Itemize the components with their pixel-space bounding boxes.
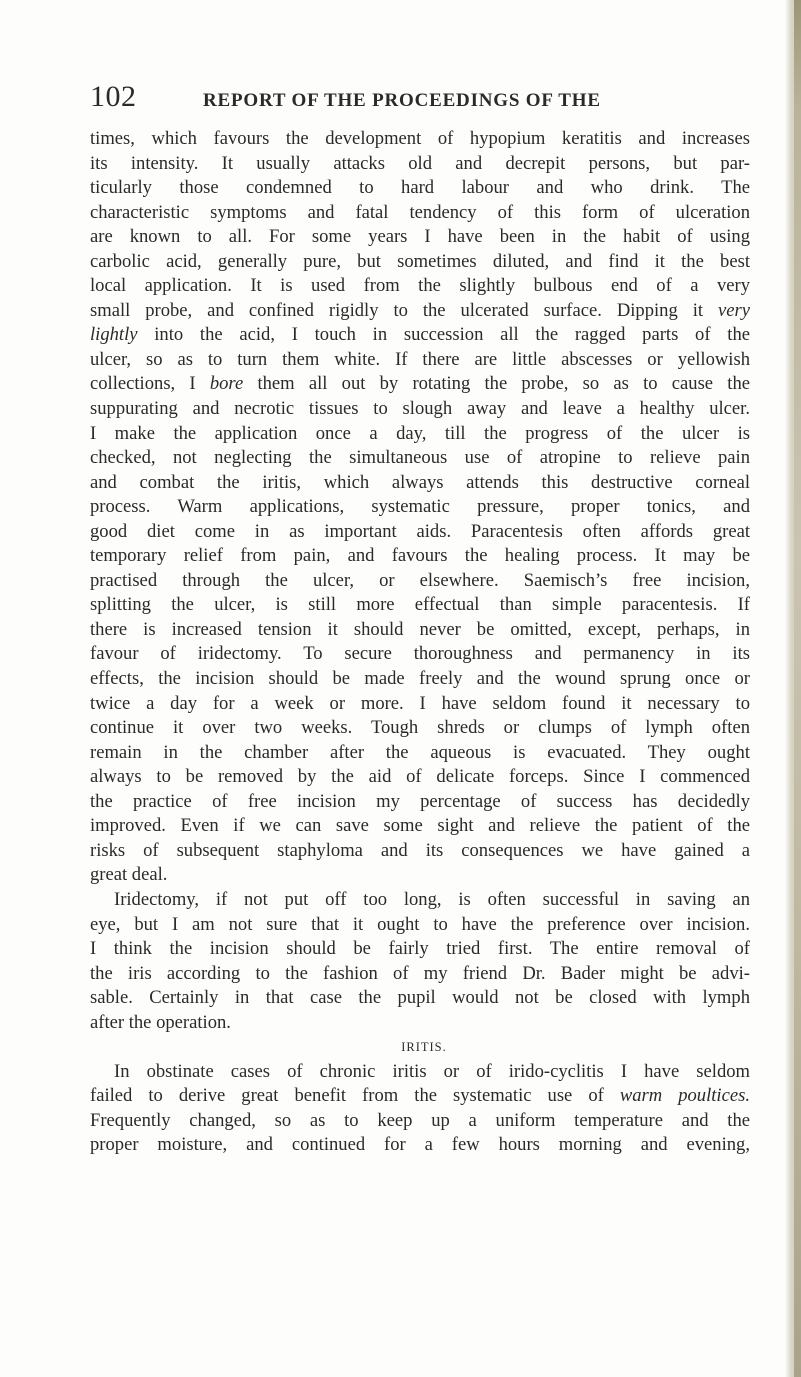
section-heading: IRITIS. bbox=[401, 1040, 447, 1055]
text-line: effects, the incision should be made freely and the wound sprung once or bbox=[90, 668, 750, 690]
italic-text: bore bbox=[209, 373, 244, 395]
page-edge bbox=[794, 0, 801, 1377]
text-line: ulcer, so as to turn them white. If there are little abscesses or yellowish bbox=[90, 348, 750, 370]
italic-text: lightly bbox=[90, 324, 138, 346]
text-line: are known to all. For some years I have been in the habit of using bbox=[90, 226, 750, 248]
text-line: risks of subsequent staphyloma and its consequences we have gained a bbox=[90, 839, 750, 861]
paragraph-start-line: Iridectomy, if not put off too long, is often successful in saving an bbox=[114, 888, 750, 910]
text-segment: them all out by rotating the probe, so as to cause the bbox=[243, 373, 750, 395]
text-line bbox=[90, 1084, 750, 1109]
page-number: 102 bbox=[90, 80, 137, 113]
text-line: favour of iridectomy. To secure thoroughness and permanency in its bbox=[90, 643, 750, 665]
text-line: I make the application once a day, till the progress of the ulcer is bbox=[90, 422, 750, 444]
text-line: continue it over two weeks. Tough shreds or clumps of lymph often bbox=[90, 717, 750, 739]
text-line: always to be removed by the aid of delicate forceps. Since I commenced bbox=[90, 766, 750, 788]
text-line: Frequently changed, so as to keep up a uniform temperature and the bbox=[90, 1109, 750, 1131]
text-line: I think the incision should be fairly tried first. The entire removal of bbox=[90, 938, 750, 960]
text-line: splitting the ulcer, is still more effectual than simple paracentesis. If bbox=[90, 594, 750, 616]
text-line: characteristic symptoms and fatal tendency of this form of ulceration bbox=[90, 201, 750, 223]
text-line: great deal. bbox=[90, 864, 168, 886]
text-line: sable. Certainly in that case the pupil would not be closed with lymph bbox=[90, 987, 750, 1009]
text-line: eye, but I am not sure that it ought to have the preference over incision. bbox=[90, 913, 750, 935]
text-line: checked, not neglecting the simultaneous use of atropine to relieve pain bbox=[90, 447, 750, 469]
text-line bbox=[90, 372, 750, 397]
page-header bbox=[90, 82, 750, 122]
text-line bbox=[90, 323, 750, 348]
text-line: after the operation. bbox=[90, 1011, 231, 1033]
text-line: its intensity. It usually attacks old and decrepit persons, but par- bbox=[90, 152, 750, 174]
text-segment: failed to derive great benefit from the systematic use of bbox=[90, 1085, 620, 1107]
text-line: good diet come in as important aids. Paracentesis often affords great bbox=[90, 520, 750, 542]
text-line: remain in the chamber after the aqueous is evacuated. They ought bbox=[90, 741, 750, 763]
text-segment: into the acid, I touch in succession all the ragged parts of the bbox=[137, 324, 750, 346]
text-line: practised through the ulcer, or elsewhere. Saemisch’s free incision, bbox=[90, 569, 750, 591]
text-line: temporary relief from pain, and favours the healing process. It may be bbox=[90, 545, 750, 567]
text-line bbox=[90, 299, 750, 324]
italic-text: warm poultices. bbox=[619, 1085, 750, 1107]
text-line: there is increased tension it should never be omitted, except, perhaps, in bbox=[90, 618, 750, 640]
paragraph-start-line: In obstinate cases of chronic iritis or of irido-cyclitis I have seldom bbox=[114, 1060, 750, 1082]
text-line: the practice of free incision my percentage of success has decidedly bbox=[90, 790, 750, 812]
body-text bbox=[90, 127, 750, 1158]
text-line: suppurating and necrotic tissues to slough away and leave a healthy ulcer. bbox=[90, 398, 750, 420]
text-segment: collections, I bbox=[90, 373, 210, 395]
text-line: and combat the iritis, which always attends this destructive corneal bbox=[90, 471, 750, 493]
text-line: ticularly those condemned to hard labour and who drink. The bbox=[90, 177, 750, 199]
text-segment: small probe, and confined rigidly to the ulcerated surface. Dipping it bbox=[90, 299, 718, 321]
text-line: proper moisture, and continued for a few hours morning and evening, bbox=[90, 1134, 750, 1156]
text-line: carbolic acid, generally pure, but sometimes diluted, and find it the best bbox=[90, 250, 750, 272]
text-line: the iris according to the fashion of my friend Dr. Bader might be advi- bbox=[90, 962, 750, 984]
text-line: twice a day for a week or more. I have seldom found it necessary to bbox=[90, 692, 750, 714]
italic-text: very bbox=[718, 299, 750, 321]
text-line: times, which favours the development of hypopium keratitis and increases bbox=[90, 128, 750, 149]
text-line: local application. It is used from the slightly bulbous end of a very bbox=[90, 275, 750, 297]
text-line: improved. Even if we can save some sight and relieve the patient of the bbox=[90, 815, 750, 837]
running-title: REPORT OF THE PROCEEDINGS OF THE bbox=[203, 90, 601, 111]
text-line: process. Warm applications, systematic pressure, proper tonics, and bbox=[90, 496, 750, 518]
